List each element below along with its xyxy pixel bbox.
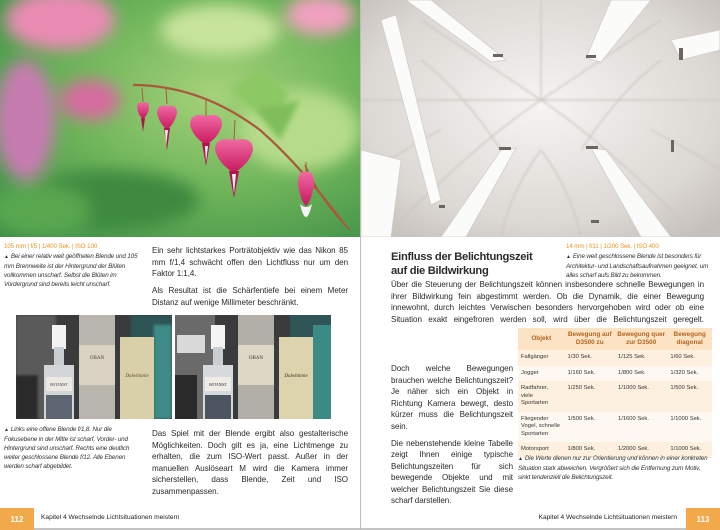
gothic-vault-ceiling-image xyxy=(361,0,720,237)
oban-label: OBAN xyxy=(89,356,105,361)
table-cell: Fallgänger xyxy=(518,350,565,366)
bottle-photo-caption xyxy=(4,425,146,471)
bottle-photo-open-aperture xyxy=(16,315,172,419)
running-footer-right: Kapitel 4 Wechselnde Lichtsituationen meistern xyxy=(538,514,677,521)
table-cell: 1/250 Sek. xyxy=(565,381,615,412)
table-cell: 1/30 Sek. xyxy=(565,350,615,366)
table-cell: Fliegender Vogel, schnelle Sportarten xyxy=(518,412,565,443)
table-cell: 1/500 Sek. xyxy=(667,381,712,412)
dalwhinnie-label: Dalwhinnie xyxy=(125,374,149,379)
flower-photo-caption-text: Bei einer relativ weit geöffneten Blende und 105 mm Brennweite ist der Hintergrund der Blüten vollkommen unscharf. Selbst die Blüten im Vordergrund sind bereits leicht unscharf. xyxy=(4,253,138,289)
flower-photo xyxy=(0,0,360,237)
vault-photo xyxy=(361,0,720,237)
table-cell: 1/2000 Sek. xyxy=(615,442,667,458)
body-paragraph: Die nebenstehende kleine Tabelle zeigt Ihnen einige typische Belichtungszeiten für sich bewegende Objekte und mit welcher Belichtungszeit Sie diese scharf darstellen. xyxy=(391,438,513,506)
table-cell: 1/500 Sek. xyxy=(565,412,615,443)
bottle-photo-caption-text: Links eine offene Blende f/1,8. Nur die Fokusebene in der Mitte ist scharf, Vorder- und Hintergrund sind unscharf. Rechts eine deutlich weiter geschlossene Blende f/12. Alle Ebenen werden scharf abgebildet. xyxy=(4,426,130,471)
right-page xyxy=(360,0,720,530)
right-body-intro-full xyxy=(391,279,704,325)
body-paragraph: Doch welche Bewegungen brauchen welche Belichtungszeit? Je näher sich ein Objekt in Richtung Kamera bewegt, desto kürzer muss die Belichtungszeit sein. xyxy=(391,364,513,431)
bottle-photo-closed-aperture xyxy=(175,315,331,419)
triangle-up-icon: ▲ xyxy=(566,254,571,260)
vault-photo-caption xyxy=(566,252,712,280)
oban-label: OBAN xyxy=(248,356,264,361)
triangle-up-icon: ▲ xyxy=(518,456,523,462)
exposure-time-table xyxy=(518,328,712,458)
flower-photo-caption xyxy=(4,252,142,289)
bottles-image-sharp xyxy=(175,315,331,419)
section-heading-line1: Einfluss der Belichtungszeit xyxy=(391,251,533,263)
left-body-bottom xyxy=(152,428,348,503)
table-cell: Jogger xyxy=(518,366,565,382)
table-cell: 1/1000 Sek. xyxy=(615,381,667,412)
table-header: Bewegung quer zur D3500 xyxy=(615,328,667,350)
table-cell: 1/320 Sek. xyxy=(667,366,712,382)
table-cell: 1/125 Sek. xyxy=(615,350,667,366)
table-header: Bewegung diagonal xyxy=(667,328,712,350)
table-cell: 1/800 Sek. xyxy=(565,442,615,458)
running-footer-left: Kapitel 4 Wechselnde Lichtsituationen meistern xyxy=(41,514,180,521)
vault-photo-caption-text: Eine weit geschlossene Blende ist besonders für Architektur- und Landschaftsaufnahmen geeignet, um alles scharf aufs Bild zu bekommen. xyxy=(566,253,709,280)
vault-photo-spec: 14 mm | f/11 | 1/200 Sek. | ISO 400 xyxy=(566,243,659,250)
body-paragraph: Über die Steuerung der Belichtungszeit können insbesondere schnelle Bewegungen in ihrer Bildwirkung fein abgestimmt werden. Ob die Dynamik, die einer Bewegung innewohnt, durch leichtes Verwischen besonders hervorgehoben wird oder ob eine Situation exakt eingefroren werden soll, wird über die Belichtungszeit geregelt. xyxy=(391,280,704,324)
triangle-up-icon: ▲ xyxy=(4,254,9,260)
table-caption xyxy=(518,454,712,482)
table-row xyxy=(518,412,712,443)
table-cell: Radfahrer, viele Sportarten xyxy=(518,381,565,412)
triangle-up-icon: ▲ xyxy=(4,427,9,433)
page-number-right: 113 xyxy=(686,508,720,530)
table-caption-text: Die Werte dienen nur zur Orientierung und können in einer konkreten Situation stark abweichen. Vergrößert sich die Entfernung zum Motiv, sinkt tendenziell die Belichtungszeit. xyxy=(518,455,708,482)
table-cell: 1/1000 Sek. xyxy=(667,412,712,443)
section-heading-line2: auf die Bildwirkung xyxy=(391,265,489,278)
table-row xyxy=(518,381,712,412)
body-paragraph: Das Spiel mit der Blende ergibt also gestalterische Möglichkeiten. Doch gilt es ja, eine Lichtmenge zu erhalten, die zum ISO-Wert passt. Außer in der manuellen Auslöseart M wird die Kamera immer sicherstellen, dass Blende, Zeit und ISO zusammenpassen. xyxy=(152,429,348,496)
table-row xyxy=(518,350,712,366)
table-cell: 1/60 Sek. xyxy=(667,350,712,366)
left-body-top xyxy=(152,245,348,314)
botanist-label: BOTANIST xyxy=(50,383,68,387)
right-body-column xyxy=(391,326,513,332)
botanist-label: BOTANIST xyxy=(209,383,227,387)
table-header: Bewegung auf D3500 zu xyxy=(565,328,615,350)
table-header: Objekt xyxy=(518,328,565,350)
bottles-image-blurred xyxy=(16,315,172,419)
table-cell: 1/1600 Sek. xyxy=(615,412,667,443)
table-cell: 1/160 Sek. xyxy=(565,366,615,382)
table-row xyxy=(518,366,712,382)
table-cell: 1/800 Sek. xyxy=(615,366,667,382)
flower-photo-spec: 105 mm | f/5 | 1/400 Sek. | ISO 100 xyxy=(4,243,98,250)
right-body-column-lower xyxy=(391,363,513,513)
bleeding-heart-flower-image xyxy=(0,0,360,237)
table-cell: Motorsport xyxy=(518,442,565,458)
body-paragraph: Ein sehr lichtstarkes Porträtobjektiv wie das Nikon 85 mm f/1,4 schwächt offen den Lichtfluss nur um den Faktor 1:1,4. xyxy=(152,246,348,278)
dalwhinnie-label: Dalwhinnie xyxy=(284,374,308,379)
table-header-row xyxy=(518,328,712,350)
table-cell: 1/1000 Sek. xyxy=(667,442,712,458)
body-paragraph: Als Resultat ist die Schärfentiefe bei einem Meter Distanz auf wenige Millimeter beschränkt. xyxy=(152,286,348,307)
page-number-left: 112 xyxy=(0,508,34,530)
section-heading xyxy=(391,250,551,279)
